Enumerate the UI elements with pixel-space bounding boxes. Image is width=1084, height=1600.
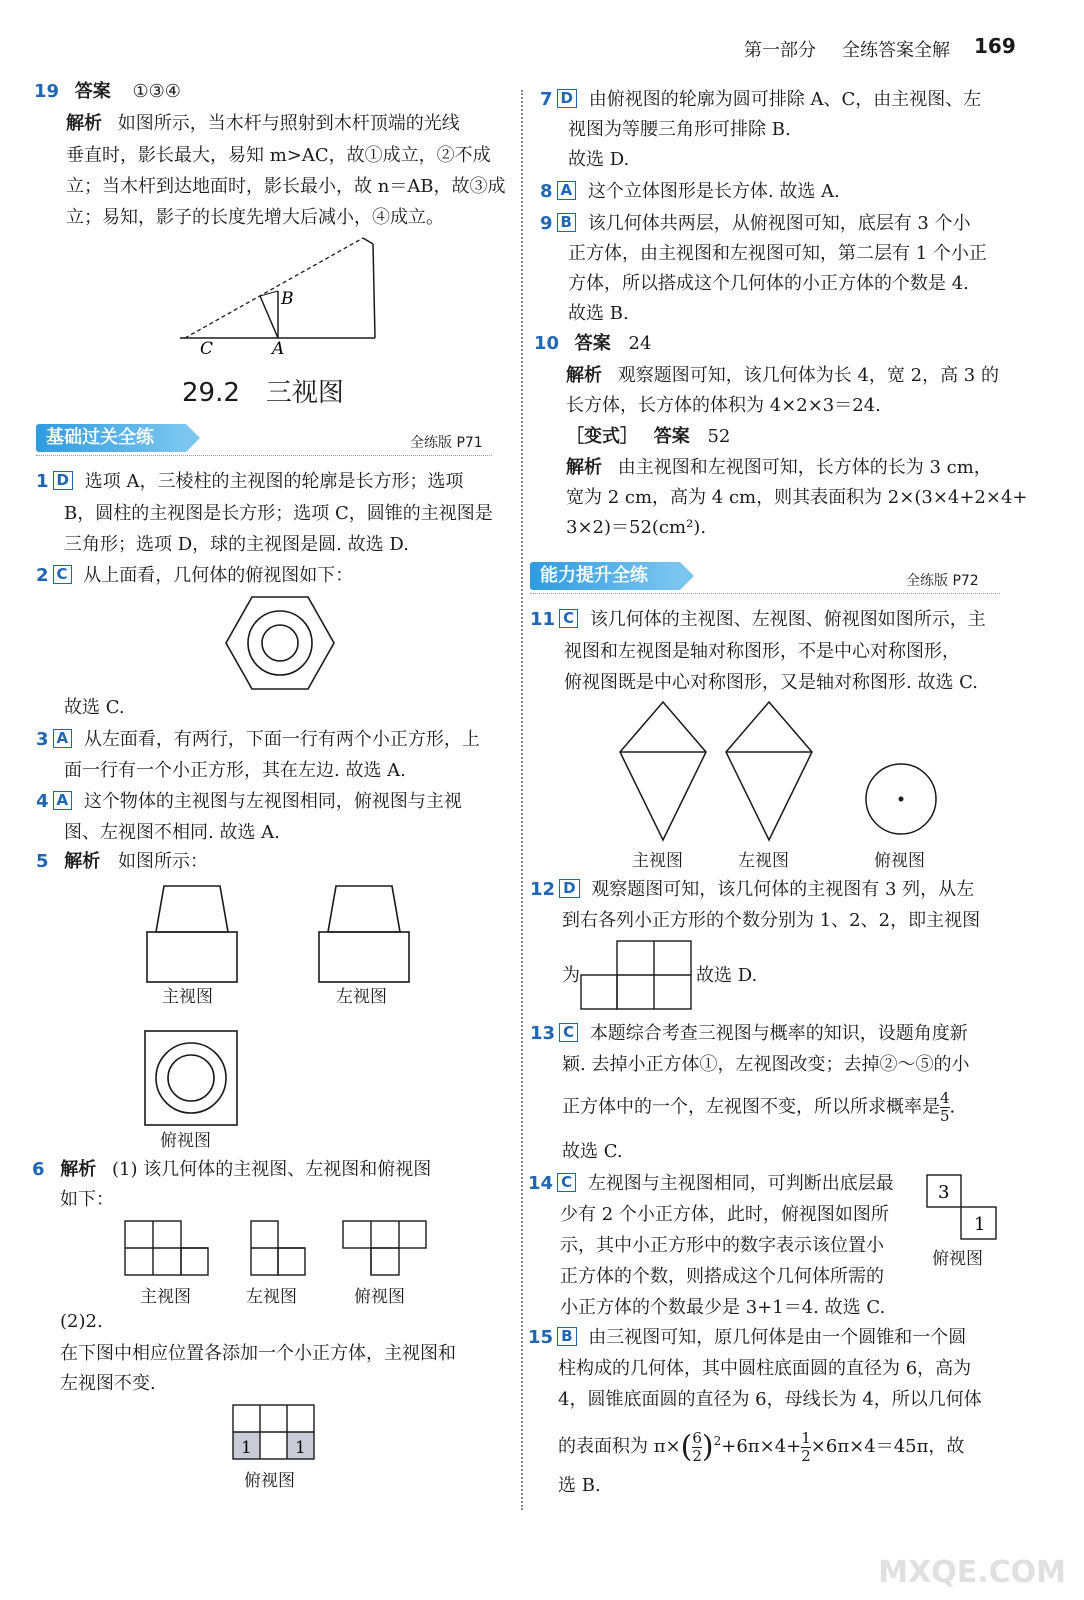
banner-basic: 基础过关全练 xyxy=(36,424,186,452)
q6-cell-1: 1 xyxy=(241,1438,252,1458)
q1-line-3: 三角形；选项 D，球的主视图是圆. 故选 D. xyxy=(64,534,409,555)
q19-line-1: 如图所示，当木杆与照射到木杆顶端的光线 xyxy=(117,113,460,134)
q9-number: 9 xyxy=(540,213,553,234)
q14-line-5: 小正方体的个数最少是 3+1＝4. 故选 C. xyxy=(560,1297,886,1318)
q3-text-1: 从左面看，有两行，下面一行有两个小正方形，上 xyxy=(83,729,480,750)
q4-answer-box: A xyxy=(53,791,73,810)
q5-left-view xyxy=(318,884,410,984)
q9-line-2: 正方体，由主视图和左视图可知，第二层有 1 个小正 xyxy=(568,243,987,264)
q11-top-view xyxy=(864,762,938,836)
q13-frac-numerator: 4 xyxy=(940,1089,950,1107)
q10-text-1: 观察题图可知，该几何体为长 4，宽 2，高 3 的 xyxy=(617,365,999,386)
q15-frac2-numerator: 1 xyxy=(801,1428,811,1447)
q9-line-3: 方体，所以搭成这个几何体的小正方体的个数是 4. xyxy=(568,273,969,294)
q6-front-view xyxy=(124,1220,210,1276)
q6-left-view xyxy=(250,1220,306,1276)
q11-answer-box: C xyxy=(559,609,578,628)
q1-line-1 xyxy=(36,466,463,497)
q2-text-1: 从上面看，几何体的俯视图如下： xyxy=(83,565,354,586)
q11-caption-front: 主视图 xyxy=(632,851,683,871)
q6-line-4: 左视图不变. xyxy=(60,1373,156,1394)
q9-answer-box: B xyxy=(557,213,576,232)
q15-frac2-denominator: 2 xyxy=(801,1446,811,1465)
q19-answer-label: 答案 xyxy=(74,81,111,102)
q2-answer-box: C xyxy=(53,565,72,584)
q14-answer-box: C xyxy=(557,1173,576,1192)
q15-formula-mid: +6π×4+ xyxy=(721,1436,802,1457)
q2-number: 2 xyxy=(36,565,49,586)
q6-line-3: 在下图中相应位置各添加一个小正方体，主视图和 xyxy=(60,1343,456,1364)
q6-number: 6 xyxy=(32,1159,45,1180)
q2-hexagon-figure xyxy=(224,595,336,691)
q19-line-2: 垂直时，影长最大，易知 m>AC，故①成立，②不成 xyxy=(66,145,491,166)
q13-text-3: 正方体中的一个，左视图不变，所以所求概率是 xyxy=(562,1096,940,1118)
q14-top-view-grid xyxy=(926,1174,998,1240)
q13-text-1: 本题综合考查三视图与概率的知识，设题角度新 xyxy=(589,1023,968,1044)
q4-line-1 xyxy=(36,786,462,817)
q1-line-2: B，圆柱的主视图是长方形；选项 C，圆锥的主视图是 xyxy=(64,503,493,524)
q6-caption-left: 左视图 xyxy=(246,1287,297,1307)
q14-text-1: 左视图与主视图相同，可判断出底层最 xyxy=(587,1173,894,1194)
q15-formula-pre: 的表面积为 π× xyxy=(558,1436,681,1457)
q3-line-2: 面一行有一个小正方形，其在左边. 故选 A. xyxy=(64,760,406,781)
q15-line-2: 柱构成的几何体，其中圆柱底面圆的直径为 6，高为 xyxy=(558,1358,972,1379)
q7-number: 7 xyxy=(540,89,553,110)
q11-line-1 xyxy=(530,604,986,635)
q6-caption-top: 俯视图 xyxy=(354,1287,405,1307)
q11-number: 11 xyxy=(530,609,556,630)
q10-number: 10 xyxy=(534,333,560,354)
q15-exponent: 2 xyxy=(713,1434,722,1448)
q11-front-view xyxy=(618,700,708,842)
q14-line-1 xyxy=(528,1168,894,1199)
q11-left-view xyxy=(724,700,814,842)
q8-answer-box: A xyxy=(557,181,577,200)
q7-answer-box: D xyxy=(557,89,577,108)
q19-line-3: 立；当木杆到达地面时，影长最小，故 n＝AB，故③成 xyxy=(66,176,506,197)
q15-formula-post: ×6π×4＝45π，故 xyxy=(810,1436,965,1457)
header-section: 第一部分 xyxy=(744,40,816,61)
q1-answer-box: D xyxy=(53,471,73,490)
q7-text-1: 由俯视图的轮廓为圆可排除 A、C，由主视图、左 xyxy=(588,89,982,110)
q12-number: 12 xyxy=(530,879,556,900)
q7-line-2: 视图为等腰三角形可排除 B. xyxy=(568,119,791,140)
q8-line-1 xyxy=(540,176,840,207)
q12-answer-box: D xyxy=(559,879,579,898)
q19-answer: ①③④ xyxy=(132,81,181,102)
q5-caption-left: 左视图 xyxy=(336,987,387,1007)
q14-cell-1: 1 xyxy=(974,1214,986,1235)
q13-line-3: 正方体中的一个，左视图不变，所以所求概率是 $\frac{4}{5}$ . xyxy=(562,1089,956,1125)
q5-text: 如图所示： xyxy=(118,851,208,872)
q10-explanation-label: 解析 xyxy=(566,365,602,386)
q11-caption-top: 俯视图 xyxy=(874,851,925,871)
q15-formula-line: 的表面积为 π×( $\frac{6}{2}$ )$^2$+6π×4+ $\frac{1}{2}$ ×6π×4＝45π，故 xyxy=(558,1428,965,1465)
q6-caption-front: 主视图 xyxy=(140,1287,191,1307)
banner-basic-rule xyxy=(36,455,492,456)
q15-line-3: 4，圆锥底面圆的直径为 6，母线长为 4，所以几何体 xyxy=(558,1389,982,1410)
watermark: MXQE.COM xyxy=(878,1555,1066,1590)
banner-advanced-ref: 全练版 P72 xyxy=(906,573,979,589)
q1-number: 1 xyxy=(36,471,49,492)
q12-line-2: 到右各列小正方形的个数分别为 1、2、2，即主视图 xyxy=(562,910,981,931)
q19-line-4: 立；易知，影子的长度先增大后减小，④成立。 xyxy=(66,207,444,228)
q12-line-1 xyxy=(530,874,974,905)
q15-fraction-1 xyxy=(692,1430,702,1465)
q14-line-2: 少有 2 个小正方体，此时，俯视图如图所 xyxy=(560,1204,889,1225)
q19-explanation-label: 解析 xyxy=(66,113,102,134)
q13-line-1 xyxy=(530,1018,968,1049)
q14-caption: 俯视图 xyxy=(932,1249,983,1269)
q6-text-1: (1) 该几何体的主视图、左视图和俯视图 xyxy=(112,1159,432,1180)
q10-answer-label: 答案 xyxy=(574,333,611,354)
q15-last-line: 选 B. xyxy=(558,1475,601,1496)
q2-line-2: 故选 C. xyxy=(64,697,125,718)
point-b-label: B xyxy=(281,289,294,309)
banner-basic-ref: 全练版 P71 xyxy=(410,435,483,451)
q15-answer-box: B xyxy=(557,1327,576,1346)
q12-front-view-grid xyxy=(580,940,692,1010)
q15-text-1: 由三视图可知，原几何体是由一个圆锥和一个圆 xyxy=(588,1327,967,1348)
q10-answer-line xyxy=(534,328,651,359)
q6-added-top-view xyxy=(232,1404,316,1460)
q12-text-1: 观察题图可知，该几何体的主视图有 3 列，从左 xyxy=(591,879,975,900)
q15-number: 15 xyxy=(528,1327,554,1348)
q13-line-4: 故选 C. xyxy=(562,1141,623,1162)
q14-line-4: 正方体的个数，则搭成这个几何体所需的 xyxy=(560,1266,884,1287)
q10-line-1 xyxy=(566,360,999,391)
q1-text-1: 选项 A，三棱柱的主视图的轮廓是长方形；选项 xyxy=(84,471,464,492)
q7-line-1 xyxy=(540,84,981,115)
q5-label: 解析 xyxy=(64,851,101,872)
q15-fraction-2 xyxy=(801,1430,811,1465)
q11-line-3: 俯视图既是中心对称图形，又是轴对称图形. 故选 C. xyxy=(564,672,979,693)
q6-line-2: 如下： xyxy=(60,1189,114,1210)
q6-cell-2: 1 xyxy=(295,1438,306,1458)
banner-advanced: 能力提升全练 xyxy=(530,562,680,590)
q5-top-view xyxy=(144,1030,238,1126)
q15-line-1 xyxy=(528,1322,966,1353)
q6-top-view xyxy=(342,1220,428,1276)
q10-variant-text-1: 由主视图和左视图可知，长方体的长为 3 cm， xyxy=(617,457,992,478)
q11-caption-left: 左视图 xyxy=(738,851,789,871)
point-c-label: C xyxy=(200,339,214,359)
q5-number: 5 xyxy=(36,851,49,872)
q10-variant-line-1 xyxy=(566,452,992,483)
q8-number: 8 xyxy=(540,181,553,202)
q14-cell-3: 3 xyxy=(938,1182,950,1203)
q15-frac1-numerator: 6 xyxy=(692,1428,702,1447)
q10-variant-line-2: 宽为 2 cm，高为 4 cm，则其表面积为 2×(3×4+2×4+ xyxy=(566,487,1028,508)
q19-shadow-figure xyxy=(180,236,380,359)
q13-number: 13 xyxy=(530,1023,556,1044)
section-title: 29.2 三视图 xyxy=(182,378,344,408)
q10-variant-answer-label: 答案 xyxy=(653,426,690,447)
q8-text: 这个立体图形是长方体. 故选 A. xyxy=(587,181,840,202)
q5-front-view xyxy=(146,884,238,984)
point-a-label: A xyxy=(272,339,285,359)
q19-explanation xyxy=(66,108,460,139)
q4-text-1: 这个物体的主视图与左视图相同，俯视图与主视 xyxy=(83,791,462,812)
q9-line-4: 故选 B. xyxy=(568,303,629,324)
q19-number: 19 xyxy=(34,81,60,102)
q9-text-1: 该几何体共两层，从俯视图可知，底层有 3 个小 xyxy=(587,213,971,234)
q19-answer-line xyxy=(34,76,181,107)
q13-answer-box: C xyxy=(559,1023,578,1042)
q7-line-3: 故选 D. xyxy=(568,149,630,170)
q14-line-3: 示，其中小正方形中的数字表示该位置小 xyxy=(560,1235,884,1256)
q15-frac1-denominator: 2 xyxy=(692,1446,702,1465)
q3-line-1 xyxy=(36,724,480,755)
q13-line-2: 颖. 去掉小正方体①，左视图改变；去掉②～⑤的小 xyxy=(562,1054,970,1075)
q6-part-2: (2)2. xyxy=(60,1311,103,1332)
q5-caption-top: 俯视图 xyxy=(160,1131,211,1151)
q12-post: 故选 D. xyxy=(696,965,758,986)
q10-answer: 24 xyxy=(628,333,652,354)
column-divider xyxy=(521,90,523,1510)
q10-variant-answer: 52 xyxy=(707,426,731,447)
q14-number: 14 xyxy=(528,1173,554,1194)
q3-number: 3 xyxy=(36,729,49,750)
q3-answer-box: A xyxy=(53,729,73,748)
q13-frac-denominator: 5 xyxy=(940,1107,950,1125)
q4-line-2: 图、左视图不相同. 故选 A. xyxy=(64,822,280,843)
q2-line-1 xyxy=(36,560,353,591)
q10-variant-line xyxy=(566,421,730,452)
q11-text-1: 该几何体的主视图、左视图、俯视图如图所示，主 xyxy=(589,609,986,630)
q6-caption-bottom: 俯视图 xyxy=(244,1471,295,1491)
q12-pre: 为 xyxy=(562,965,580,986)
q6-line-1 xyxy=(32,1154,431,1185)
q10-variant-explanation-label: 解析 xyxy=(566,457,602,478)
header-title: 全练答案全解 xyxy=(842,40,950,61)
q4-number: 4 xyxy=(36,791,49,812)
q10-variant-label: ［变式］ xyxy=(566,426,638,447)
q13-fraction xyxy=(940,1090,950,1125)
q5-caption-front: 主视图 xyxy=(162,987,213,1007)
q11-line-2: 视图和左视图是轴对称图形，不是中心对称图形， xyxy=(564,641,960,662)
q6-label: 解析 xyxy=(60,1159,97,1180)
banner-advanced-rule xyxy=(530,593,1000,594)
q9-line-1 xyxy=(540,208,971,239)
page-number: 169 xyxy=(974,34,1016,58)
q5-line-1 xyxy=(36,846,208,877)
q10-variant-line-3: 3×2)＝52(cm²). xyxy=(566,517,707,538)
q10-line-2: 长方体，长方体的体积为 4×2×3＝24. xyxy=(566,395,881,416)
